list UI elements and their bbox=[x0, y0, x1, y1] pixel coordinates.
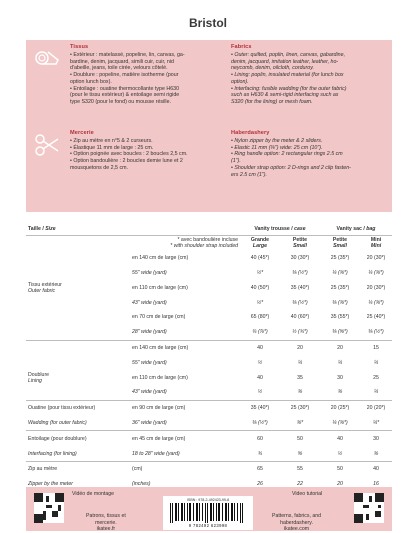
value-cell: 40 (60*) bbox=[290, 314, 310, 321]
value-cell: 15 bbox=[360, 340, 392, 355]
value-cell: 35 (40*) bbox=[240, 400, 280, 415]
row-label: Wadding (for outer fabric) bbox=[28, 419, 87, 426]
value-cell: 35 (55*) bbox=[330, 314, 350, 321]
isbn-barcode bbox=[163, 496, 253, 530]
yardage-table bbox=[26, 222, 392, 492]
value-cell: 20 bbox=[280, 340, 320, 355]
table-row bbox=[26, 385, 392, 400]
value-cell: ½ bbox=[257, 389, 263, 396]
vanity-case-header: Vanity trousse / case bbox=[254, 225, 306, 232]
measure-label: en 110 cm de large (cm) bbox=[132, 284, 188, 291]
value-cell: 35 (40*) bbox=[290, 284, 310, 291]
value-cell: ½ (¾*) bbox=[292, 329, 308, 336]
row-label bbox=[26, 385, 130, 400]
value-cell: 40 (45*) bbox=[250, 255, 270, 262]
tissus-heading: Tissus bbox=[70, 44, 89, 50]
table-row bbox=[26, 416, 392, 431]
value-cell: 30 (30*) bbox=[290, 255, 310, 262]
value-cell: 25 bbox=[373, 374, 379, 381]
value-cell: ½ bbox=[257, 359, 263, 366]
row-label: Zipper by the meter bbox=[28, 481, 73, 488]
strap-note: * avec bandoulière incluse * with shoulder strap included bbox=[130, 236, 240, 251]
value-cell: 55 bbox=[280, 461, 320, 476]
page-title: Bristol bbox=[188, 16, 227, 30]
scissors-icon bbox=[34, 133, 60, 157]
value-cell: 20 (20*) bbox=[360, 400, 392, 415]
value-cell: 22 bbox=[297, 481, 303, 488]
value-cell: 20 bbox=[337, 481, 343, 488]
value-cell: 25 (40*) bbox=[366, 314, 386, 321]
value-cell: ¼ bbox=[337, 359, 343, 366]
value-cell: 60 bbox=[240, 431, 280, 446]
value-cell: ⅜ bbox=[373, 450, 379, 457]
measure-label: en 45 cm de large (cm) bbox=[130, 431, 240, 446]
row-label: Tissu extérieur Outer fabric bbox=[28, 281, 62, 294]
value-cell: ¾ (⅞*) bbox=[252, 329, 268, 336]
fabric-roll-icon bbox=[34, 48, 60, 72]
measure-label: 43" wide (yard) bbox=[132, 299, 167, 306]
video-en-label: Video tutorial bbox=[292, 491, 323, 497]
fabrics-heading: Fabrics bbox=[231, 44, 252, 50]
measure-label: en 140 cm de large (cm) bbox=[132, 255, 189, 262]
value-cell: ¼ (⅜*) bbox=[332, 269, 348, 276]
table-row bbox=[26, 310, 392, 325]
measure-label: en 140 cm de large (cm) bbox=[130, 340, 240, 355]
value-cell: ⅜ (½*) bbox=[368, 329, 384, 336]
col-large: Grande Large bbox=[240, 236, 280, 251]
row-label bbox=[26, 310, 130, 325]
measure-label: en 70 cm de large (cm) bbox=[132, 314, 186, 321]
value-cell: 20 (25*) bbox=[320, 400, 360, 415]
vanity-bag-header: Vanity sac / bag bbox=[336, 225, 376, 232]
measure-label: 28" wide (yard) bbox=[132, 329, 167, 336]
value-cell: 25 (35*) bbox=[330, 255, 350, 262]
fabrics-text: • Outer: quilted, poplin, linen, canvas, gabardine, denim, jacquard, imitation leather, leather, ho- neycomb, denim, oilcloth, corduroy. • Lining: poplin, insulated material (for lunch box option). • Interfacing: fusible wadding (for the outer fabric) such as H630 & semi-rigid interfacing such as S320 (for the lining) or mesh foam. bbox=[231, 52, 347, 105]
qr-code-tutorial bbox=[354, 493, 384, 523]
value-cell: 20 (30*) bbox=[366, 255, 386, 262]
value-cell: ⅜* bbox=[296, 419, 304, 426]
row-label bbox=[26, 251, 130, 266]
row-label bbox=[26, 355, 130, 370]
value-cell: ¼ (⅜*) bbox=[368, 299, 384, 306]
value-cell: ⅜ (½*) bbox=[252, 419, 268, 426]
table-row bbox=[26, 431, 392, 446]
value-cell: 50 bbox=[320, 461, 360, 476]
col-mini: Mini Mini bbox=[360, 236, 392, 251]
value-cell: ½* bbox=[256, 269, 264, 276]
measure-label: en 90 cm de large (cm) bbox=[130, 400, 240, 415]
value-cell: ½ bbox=[337, 450, 343, 457]
isbn-text: ISBN : 978-2-492423-99-8 bbox=[186, 498, 230, 502]
row-label: Ouatine (pour tissu extérieur) bbox=[26, 400, 130, 415]
value-cell: 26 bbox=[257, 481, 263, 488]
haberdashery-heading: Haberdashery bbox=[231, 130, 270, 136]
value-cell: ¼* bbox=[372, 419, 380, 426]
value-cell: ¼ bbox=[373, 389, 379, 396]
haberdashery-text: • Nylon zipper by the meter & 2 sliders. • Elastic 11 mm (⅜") wide: 25 cm (10"). • Ring handle option: 2 rectangular rings 2.5 cm (1"). • Shoulder strap option: 2 D-rings and 2 clip fasten- ers 2.5 cm (1"). bbox=[231, 138, 351, 178]
value-cell: 30 bbox=[360, 431, 392, 446]
table-row bbox=[26, 370, 392, 385]
measure-label: 36" wide (yard) bbox=[132, 419, 167, 426]
qr-code-video bbox=[34, 493, 64, 523]
table-row bbox=[26, 461, 392, 476]
value-cell: ¾ bbox=[257, 450, 263, 457]
value-cell: 50 bbox=[280, 431, 320, 446]
table-row bbox=[26, 400, 392, 415]
video-fr-label: Vidéo de montage bbox=[72, 491, 115, 497]
value-cell: 35 bbox=[297, 374, 303, 381]
table-row bbox=[26, 446, 392, 461]
value-cell: 20 (30*) bbox=[366, 284, 386, 291]
measure-label: 55" wide (yard) bbox=[132, 269, 167, 276]
measure-label: en 110 cm de large (cm) bbox=[132, 374, 188, 381]
value-cell: ⅜ (⅜*) bbox=[332, 299, 348, 306]
mercerie-heading: Mercerie bbox=[70, 130, 94, 136]
row-label bbox=[26, 340, 130, 355]
measure-label: 43" wide (yard) bbox=[132, 389, 167, 396]
measure-label: 55" wide (yard) bbox=[132, 359, 167, 366]
table-row bbox=[26, 251, 392, 266]
measure-label: (cm) bbox=[130, 461, 240, 476]
value-cell: 65 (80*) bbox=[250, 314, 270, 321]
size-header: Taille / Size bbox=[28, 225, 56, 232]
table-row bbox=[26, 280, 392, 295]
value-cell: 20 bbox=[320, 340, 360, 355]
value-cell: 16 bbox=[373, 481, 379, 488]
table-row bbox=[26, 325, 392, 340]
value-cell: 65 bbox=[240, 461, 280, 476]
value-cell: ¼ (⅜*) bbox=[368, 269, 384, 276]
row-label bbox=[26, 295, 130, 310]
value-cell: ¼ (⅜*) bbox=[332, 419, 348, 426]
value-cell: 40 bbox=[257, 374, 263, 381]
shop-fr-text: Patrons, tissus et mercerie. ikatee.fr bbox=[86, 513, 126, 532]
row-label bbox=[26, 325, 130, 340]
value-cell: 30 bbox=[337, 374, 343, 381]
measure-label: (inches) bbox=[132, 481, 151, 488]
value-cell: ⅜ (½*) bbox=[292, 299, 308, 306]
table-row bbox=[26, 340, 392, 355]
value-cell: ⅜ bbox=[297, 389, 303, 396]
col-small-case: Petite Small bbox=[280, 236, 320, 251]
value-cell: ¼ bbox=[373, 359, 379, 366]
value-cell: ⅜ (½*) bbox=[292, 269, 308, 276]
value-cell: 40 bbox=[360, 461, 392, 476]
mercerie-text: • Zip au mètre en n°5 & 2 curseurs. • Élastique 11 mm de large : 25 cm. • Option poignée avec boucles : 2 boucles 2,5 cm. • Option bandoulière : 2 boucles demie lune et 2 mousquetons de 2,5 cm. bbox=[70, 138, 188, 171]
row-label: Entoilage (pour doublure) bbox=[26, 431, 130, 446]
value-cell: ¼ bbox=[297, 359, 303, 366]
measure-label: 18 to 28" wide (yard) bbox=[132, 450, 180, 457]
tissus-text: • Extérieur : matelassé, popeline, lin, canvas, ga- bardine, denim, jacquard, simili cuir, cuir, nid d'abeille, jeans, toile cirée, velours côtelé. • Doublure : popeline, matière isotherme (pour option lunch box). • Entoilage : ouatine thermocollante type H630 (pour le tissu extérieur) & entoilage semi rigide type S320 (pour le fond) ou mousse résille. bbox=[70, 52, 185, 105]
value-cell: ½* bbox=[256, 299, 264, 306]
table-row bbox=[26, 266, 392, 281]
col-small-bag: Petite Small bbox=[320, 236, 360, 251]
shop-en-text: Patterns, fabrics, and haberdashery. ikatee.com bbox=[272, 513, 322, 532]
table-row bbox=[26, 295, 392, 310]
value-cell: 25 (35*) bbox=[330, 284, 350, 291]
value-cell: ⅜ bbox=[337, 389, 343, 396]
row-label: Doublure Lining bbox=[28, 371, 50, 384]
value-cell: 40 (50*) bbox=[250, 284, 270, 291]
row-label bbox=[26, 266, 130, 281]
value-cell: ⅝ bbox=[297, 450, 303, 457]
barcode-number: 9 782492 623998 bbox=[188, 523, 228, 528]
value-cell: 40 bbox=[320, 431, 360, 446]
row-label: Interfacing (for lining) bbox=[28, 450, 77, 457]
materials-panel bbox=[26, 40, 392, 212]
barcode-icon bbox=[168, 503, 248, 523]
value-cell: ⅜ (⅝*) bbox=[332, 329, 348, 336]
row-label: Zip au mètre bbox=[26, 461, 130, 476]
value-cell: 25 (30*) bbox=[280, 400, 320, 415]
table-row bbox=[26, 355, 392, 370]
value-cell: 40 bbox=[240, 340, 280, 355]
